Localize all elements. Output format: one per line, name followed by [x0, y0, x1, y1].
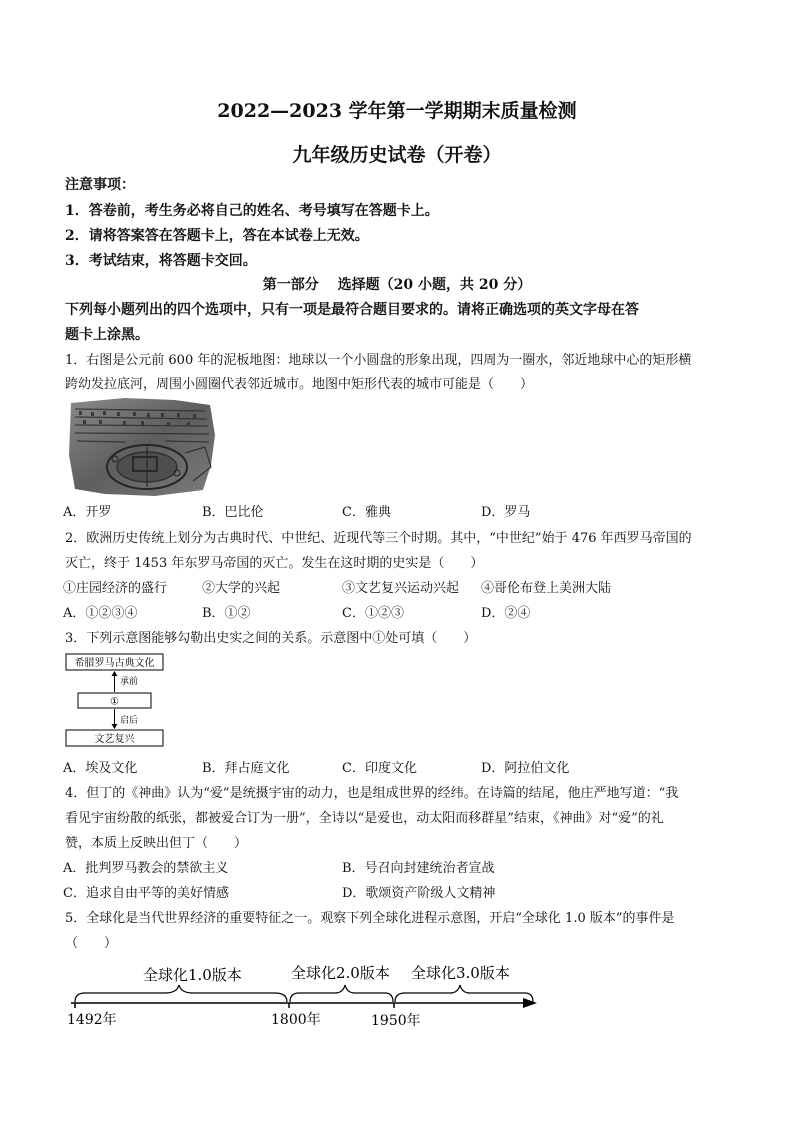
clay-tablet-map-image — [65, 395, 218, 498]
timeline-label-3: 全球化3.0版本 — [411, 964, 510, 982]
question-2-text: 灭亡，终于 1453 年东罗马帝国的灭亡。发生在这时期的史实是（ ） — [65, 556, 484, 571]
q2-item: ①庄园经济的盛行 — [63, 581, 168, 596]
exam-title: 2022—2023 学年第一学期期末质量检测 — [217, 100, 577, 122]
q3-option-c: C．印度文化 — [342, 761, 417, 776]
q2-item: ③文艺复兴运动兴起 — [342, 581, 460, 596]
q3-option-a: A．埃及文化 — [63, 761, 138, 776]
diagram-up-label: 承前 — [120, 677, 139, 687]
section-instruction: 下列每小题列出的四个选项中，只有一项是最符合题目要求的。请将正确选项的英文字母在答 — [65, 302, 639, 318]
history-flow-diagram — [65, 652, 173, 748]
q4-option-c: C．追求自由平等的美好情感 — [63, 886, 229, 901]
q4-option-b: B．号召向封建统治者宣战 — [342, 861, 495, 876]
notice-item: 2．请将答案答在答题卡上，答在本试卷上无效。 — [65, 228, 369, 244]
diagram-bottom-box: 文艺复兴 — [94, 734, 135, 745]
question-1-text: 1．右图是公元前 600 年的泥板地图：地球以一个小圆盘的形象出现，四周为一圈水，邻近地球中心的矩形横 — [65, 353, 692, 368]
q2-option-b: B．①② — [202, 606, 251, 621]
q1-option-c: C．雅典 — [342, 505, 391, 520]
question-1-text: 跨幼发拉底河，周围小圆圈代表邻近城市。地图中矩形代表的城市可能是（ ） — [65, 377, 534, 392]
q2-item: ④哥伦布登上美洲大陆 — [481, 581, 612, 596]
timeline-year-1: 1492年 — [67, 1012, 117, 1028]
timeline-year-3: 1950年 — [371, 1013, 421, 1029]
q1-option-a: A．开罗 — [63, 505, 112, 520]
q2-item: ②大学的兴起 — [202, 581, 281, 596]
timeline-label-2: 全球化2.0版本 — [291, 964, 390, 982]
notice-item: 1．答卷前，考生务必将自己的姓名、考号填写在答题卡上。 — [65, 203, 439, 219]
q4-option-a: A．批判罗马教会的禁欲主义 — [63, 861, 229, 876]
question-4-text: 4．但丁的《神曲》认为“爱”是统摄宇宙的动力，也是组成世界的经纬。在诗篇的结尾，他庄严地写道：“我 — [65, 786, 679, 801]
question-3-text: 3．下列示意图能够勾勒出史实之间的关系。示意图中①处可填（ ） — [65, 631, 477, 646]
question-2-text: 2．欧洲历史传统上划分为古典时代、中世纪、近现代等三个时期。其中，“中世纪”始于 476 年西罗马帝国的 — [65, 531, 692, 546]
question-4-text: 看见宇宙纷散的纸张，都被爱合订为一册”，全诗以“是爱也，动太阳而移群星”结束，《神曲》对“爱”的礼 — [65, 811, 664, 826]
q1-option-d: D．罗马 — [481, 505, 531, 520]
timeline-label-1: 全球化1.0版本 — [143, 966, 242, 984]
globalization-timeline — [65, 958, 540, 1030]
q3-option-b: B．拜占庭文化 — [202, 761, 290, 776]
q3-option-d: D．阿拉伯文化 — [481, 761, 570, 776]
section-title: 第一部分 选择题（20 小题，共 20 分） — [262, 277, 532, 293]
q2-option-d: D．②④ — [481, 606, 531, 621]
question-5-text: （ ） — [65, 936, 118, 951]
notice-heading: 注意事项： — [65, 177, 135, 193]
q1-option-b: B．巴比伦 — [202, 505, 264, 520]
q2-option-a: A．①②③④ — [63, 606, 138, 621]
exam-subtitle: 九年级历史试卷（开卷） — [292, 144, 502, 166]
q2-option-c: C．①②③ — [342, 606, 404, 621]
question-4-text: 赞，本质上反映出但丁（ ） — [65, 836, 248, 851]
diagram-top-box: 希腊罗马古典文化 — [74, 658, 155, 669]
q4-option-d: D．歌颂资产阶级人文精神 — [342, 886, 496, 901]
question-5-text: 5．全球化是当代世界经济的重要特征之一。观察下列全球化进程示意图，开启“全球化 1.0 版本”的事件是 — [65, 911, 675, 926]
diagram-down-label: 启后 — [120, 716, 139, 726]
timeline-year-2: 1800年 — [271, 1012, 321, 1028]
section-instruction: 题卡上涂黑。 — [65, 327, 149, 343]
notice-item: 3．考试结束，将答题卡交回。 — [65, 253, 257, 269]
diagram-middle-box: ① — [110, 696, 119, 708]
